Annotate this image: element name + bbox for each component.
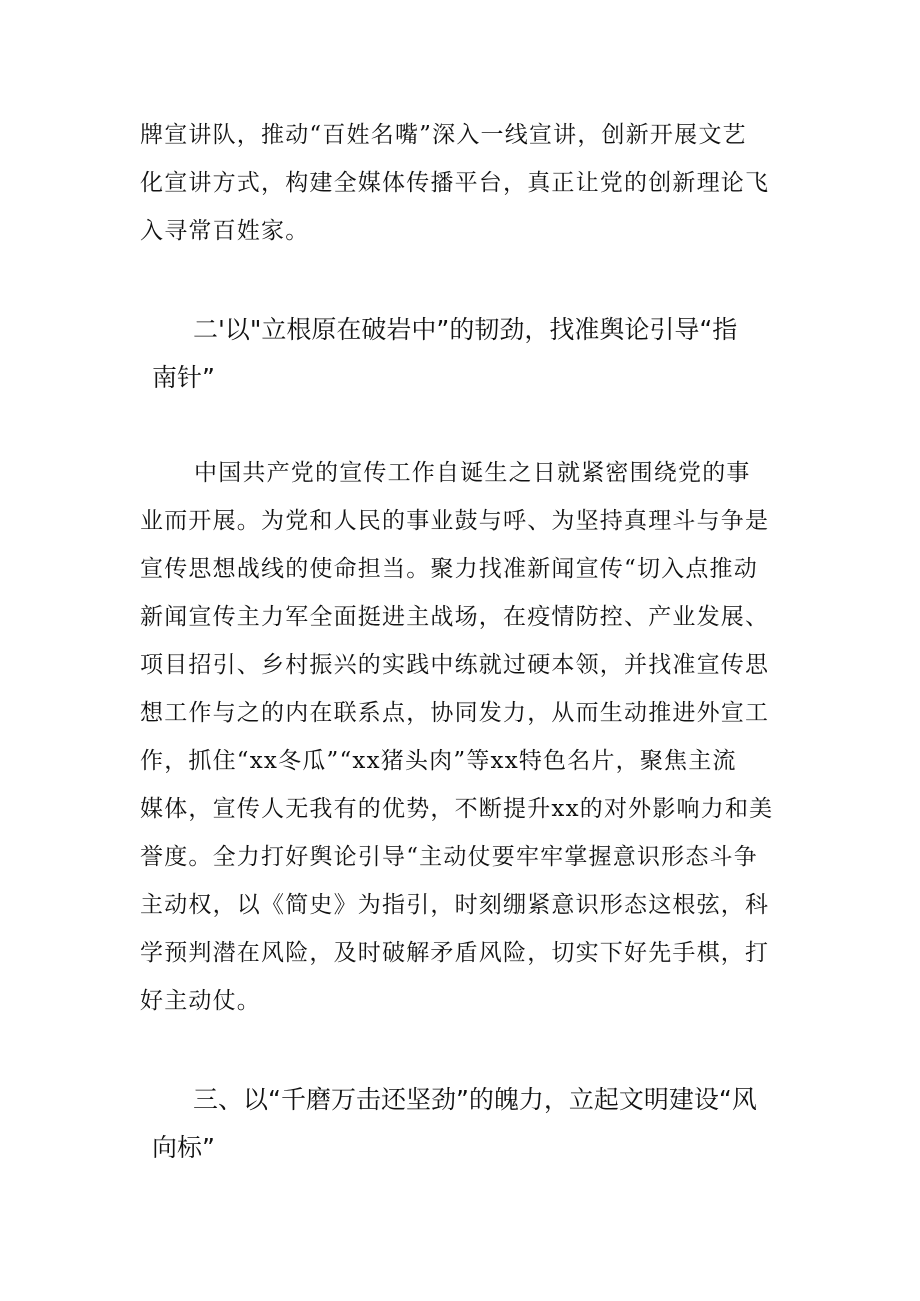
paragraph-1-line-3: 入寻常百姓家。 bbox=[140, 218, 310, 244]
paragraph-2-line-9: 誉度。全力打好舆论引导“主动仗要牢牢掌握意识形态斗争 bbox=[140, 844, 758, 870]
section-2-heading-line-2: 南针” bbox=[152, 363, 215, 392]
paragraph-1-line-2: 化宣讲方式，构建全媒体传播平台，真正让党的创新理论飞 bbox=[140, 170, 770, 196]
paragraph-2-line-5: 项目招引、乡村振兴的实践中练就过硬本领，并找准宣传思 bbox=[140, 652, 770, 678]
paragraph-2-line-1: 中国共产党的宣传工作自诞生之日就紧密围绕党的事 bbox=[194, 460, 751, 486]
section-2-heading-line-1: 二'以"立根原在破岩中”的韧劲，找准舆论引导“指 bbox=[193, 315, 738, 344]
section-3-heading-line-2: 向标” bbox=[152, 1133, 215, 1162]
paragraph-2-line-12: 好主动仗。 bbox=[140, 988, 261, 1014]
paragraph-2-line-7: 作，抓住“xx冬瓜”“xx猪头肉”等xx特色名片，聚焦主流 bbox=[140, 748, 737, 774]
paragraph-2-line-2: 业而开展。为党和人民的事业鼓与呼、为坚持真理斗与争是 bbox=[140, 508, 770, 534]
paragraph-2-line-6: 想工作与之的内在联系点，协同发力，从而生动推进外宣工 bbox=[140, 700, 770, 726]
paragraph-2-line-8: 媒体，宣传人无我有的优势，不断提升xx的对外影响力和美 bbox=[140, 796, 774, 822]
paragraph-2-line-10: 主动权，以《简史》为指引，时刻绷紧意识形态这根弦，科 bbox=[140, 892, 770, 918]
paragraph-2-line-4: 新闻宣传主力军全面挺进主战场，在疫情防控、产业发展、 bbox=[140, 604, 770, 630]
paragraph-1-line-1: 牌宣讲队，推动“百姓名嘴”深入一线宣讲，创新开展文艺 bbox=[140, 122, 747, 148]
paragraph-2-line-11: 学预判潜在风险，及时破解矛盾风险，切实下好先手棋，打 bbox=[140, 940, 770, 966]
paragraph-2-line-3: 宣传思想战线的使命担当。聚力找准新闻宣传“切入点推动 bbox=[140, 556, 758, 582]
section-3-heading-line-1: 三、以“千磨万击还坚劲”的魄力，立起文明建设“风 bbox=[193, 1085, 757, 1114]
